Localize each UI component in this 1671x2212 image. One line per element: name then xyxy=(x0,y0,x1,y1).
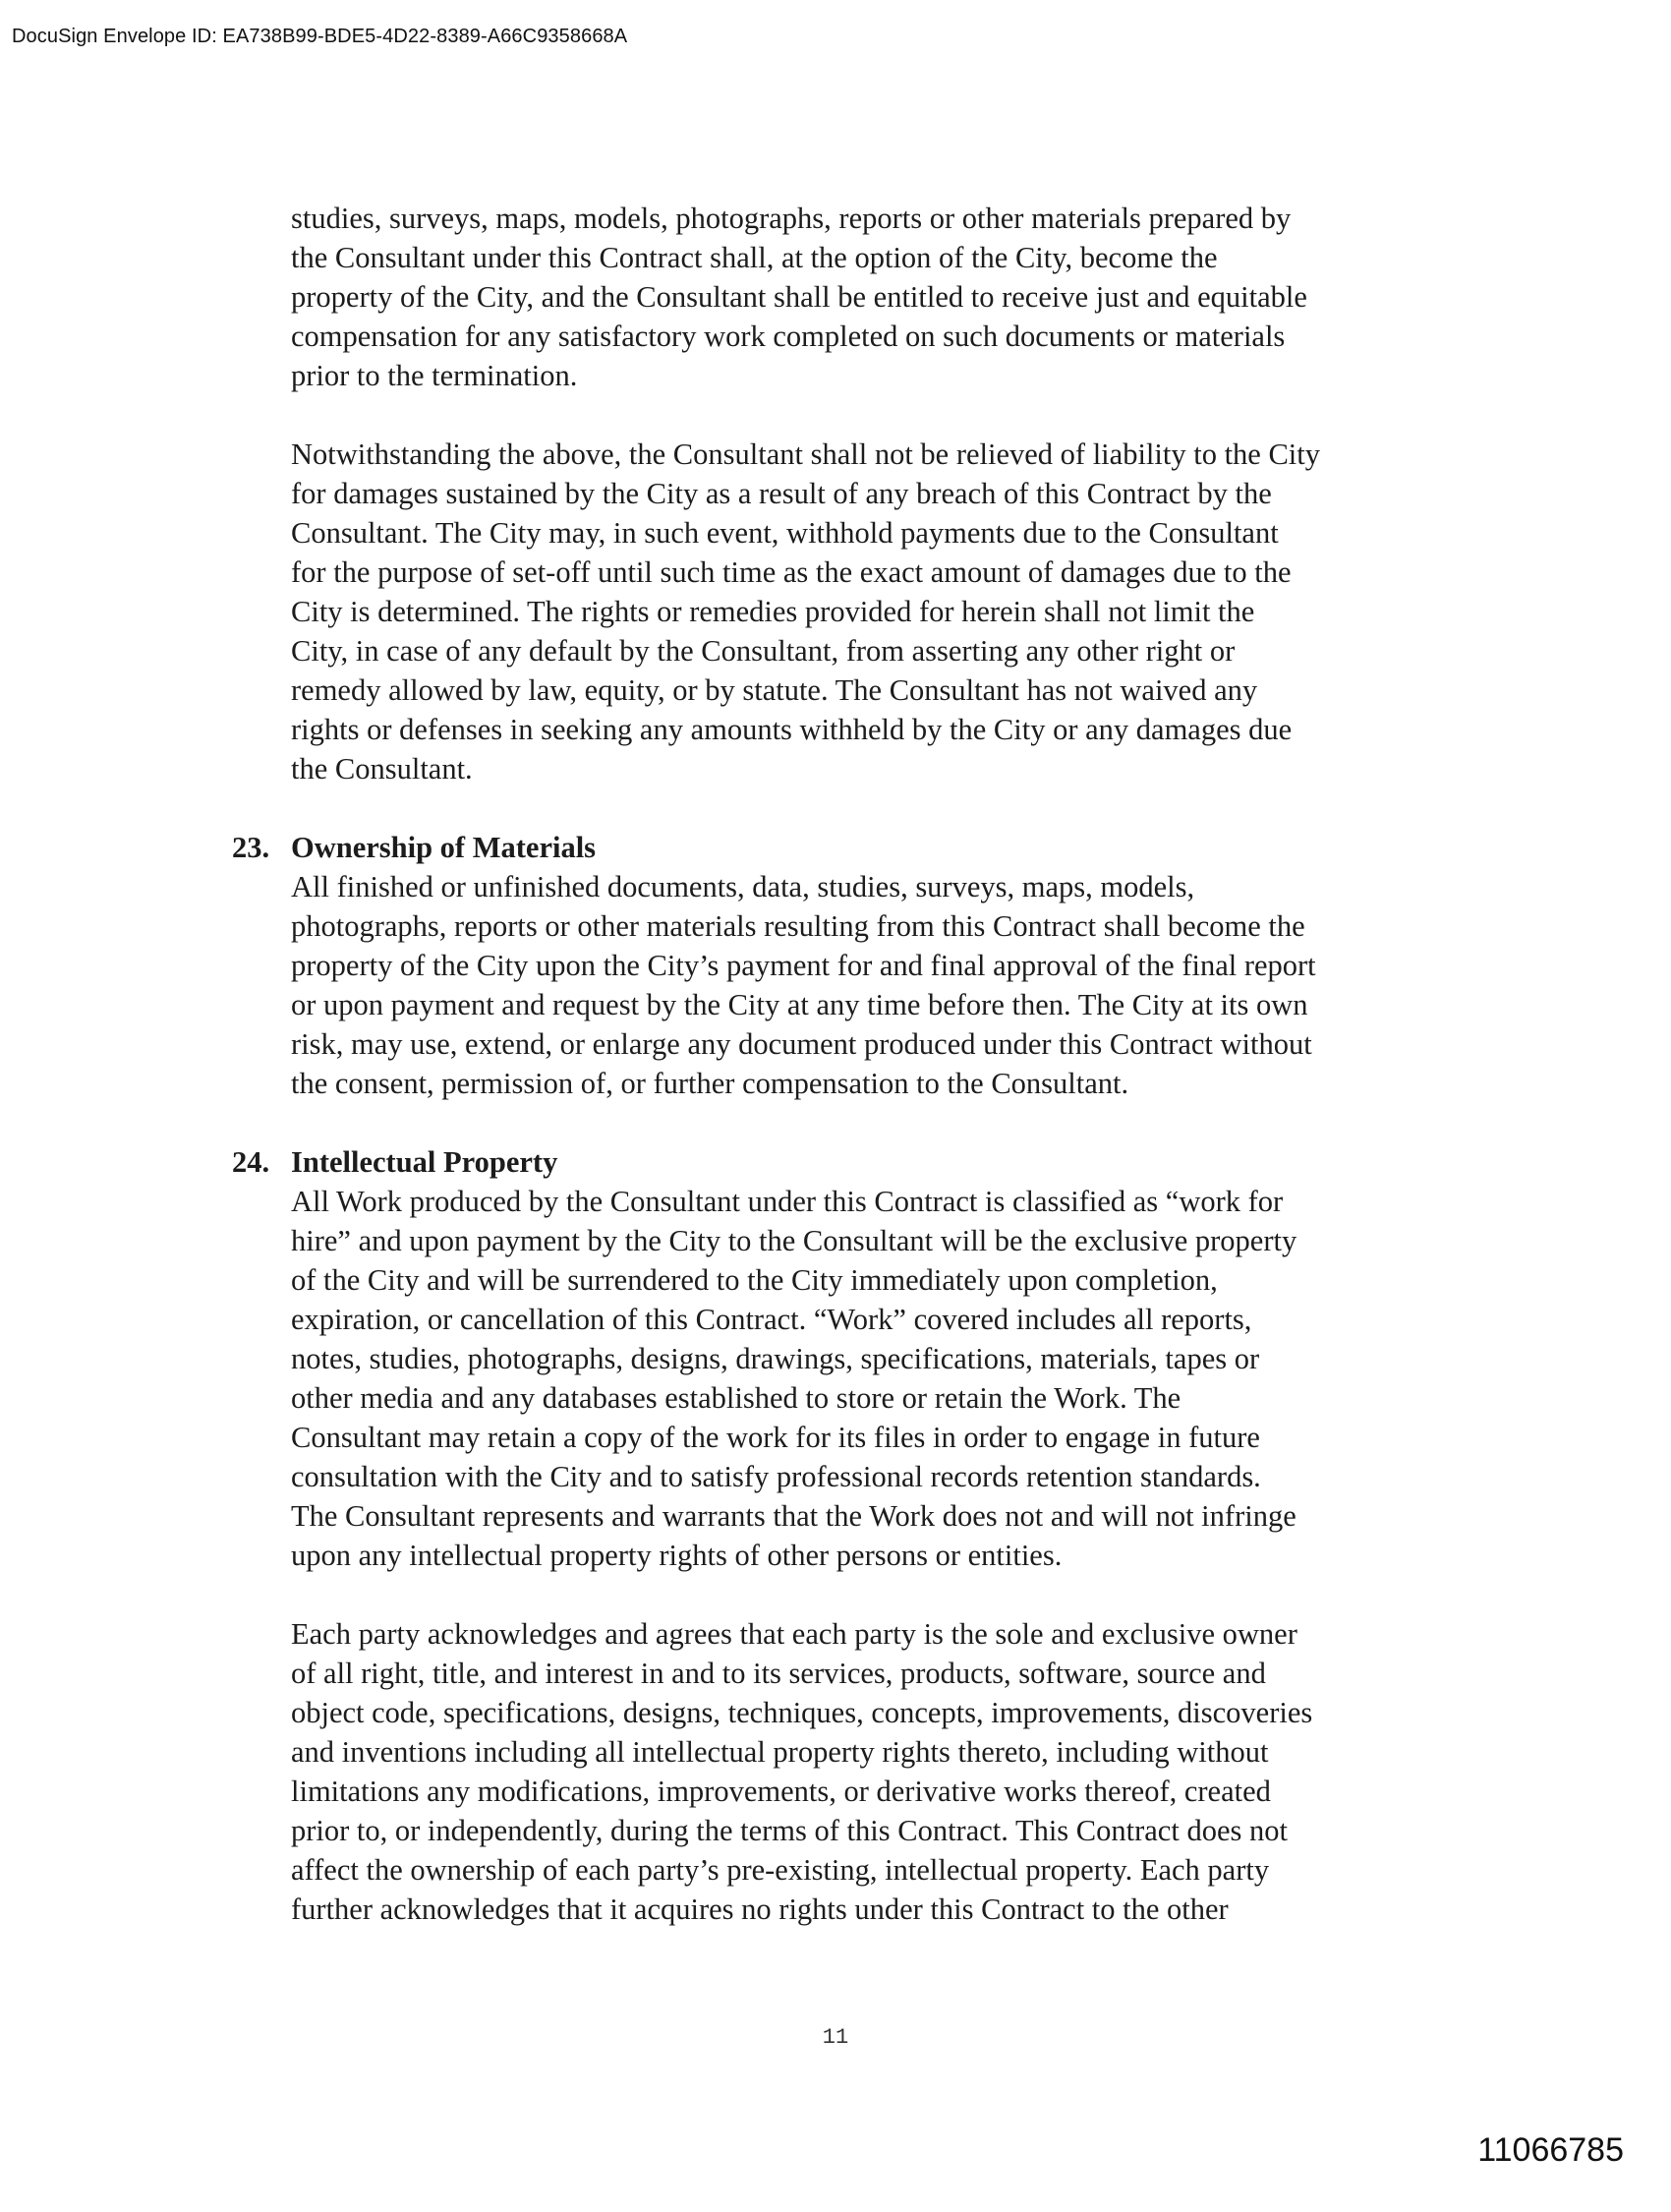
docusign-envelope-id: DocuSign Envelope ID: EA738B99-BDE5-4D22-8389-A66C9358668A xyxy=(12,26,628,47)
text-line: upon any intellectual property rights of other persons or entities. xyxy=(291,1539,1063,1572)
text-line: Each party acknowledges and agrees that each party is the sole and exclusive owner xyxy=(291,1617,1297,1651)
text-line: Notwithstanding the above, the Consultant shall not be relieved of liability to the City xyxy=(291,437,1320,471)
text-line: expiration, or cancellation of this Contract. “Work” covered includes all reports, xyxy=(291,1303,1252,1336)
text-line: Consultant may retain a copy of the work for its files in order to engage in future xyxy=(291,1421,1260,1454)
text-line: City, in case of any default by the Consultant, from asserting any other right or xyxy=(291,634,1236,668)
section-ownership-of-materials xyxy=(232,828,1463,1103)
text-line: property of the City upon the City’s payment for and final approval of the final report xyxy=(291,949,1316,982)
document-number: 11066785 xyxy=(1477,2131,1624,2169)
paragraph xyxy=(291,435,1463,788)
text-line: risk, may use, extend, or enlarge any document produced under this Contract without xyxy=(291,1027,1312,1061)
text-line: other media and any databases established to store or retain the Work. The xyxy=(291,1381,1181,1415)
text-line: for the purpose of set-off until such time as the exact amount of damages due to the xyxy=(291,555,1292,589)
text-line: compensation for any satisfactory work completed on such documents or materials xyxy=(291,320,1286,353)
text-line: of the City and will be surrendered to the City immediately upon completion, xyxy=(291,1263,1218,1297)
text-line: All finished or unfinished documents, data, studies, surveys, maps, models, xyxy=(291,870,1195,903)
text-line: limitations any modifications, improvements, or derivative works thereof, created xyxy=(291,1775,1271,1808)
text-line: or upon payment and request by the City at any time before then. The City at its own xyxy=(291,988,1308,1021)
text-line: City is determined. The rights or remedies provided for herein shall not limit the xyxy=(291,595,1255,628)
text-line: of all right, title, and interest in and to its services, products, software, source and xyxy=(291,1657,1266,1690)
paragraph xyxy=(291,199,1463,395)
text-line: The Consultant represents and warrants that the Work does not and will not infringe xyxy=(291,1499,1296,1533)
text-line: the consent, permission of, or further compensation to the Consultant. xyxy=(291,1067,1129,1100)
paragraph xyxy=(291,1614,1463,1929)
text-line: studies, surveys, maps, models, photographs, reports or other materials prepared by xyxy=(291,202,1292,235)
text-line: the Consultant. xyxy=(291,752,473,786)
text-line: Consultant. The City may, in such event, withhold payments due to the Consultant xyxy=(291,516,1279,550)
text-line: consultation with the City and to satisfy professional records retention standards. xyxy=(291,1460,1261,1493)
text-line: and inventions including all intellectual property rights thereto, including without xyxy=(291,1735,1269,1769)
text-line: property of the City, and the Consultant shall be entitled to receive just and equitable xyxy=(291,280,1307,314)
paragraph xyxy=(291,1182,1463,1575)
text-line: object code, specifications, designs, techniques, concepts, improvements, discoveries xyxy=(291,1696,1313,1729)
text-line: further acknowledges that it acquires no rights under this Contract to the other xyxy=(291,1892,1229,1926)
text-line: notes, studies, photographs, designs, drawings, specifications, materials, tapes or xyxy=(291,1342,1260,1375)
page-number: 11 xyxy=(822,2025,849,2050)
section-title: Intellectual Property xyxy=(291,1145,558,1179)
text-line: for damages sustained by the City as a result of any breach of this Contract by the xyxy=(291,477,1272,510)
section-intellectual-property xyxy=(232,1142,1463,1929)
text-line: the Consultant under this Contract shall, at the option of the City, become the xyxy=(291,241,1218,274)
text-line: prior to the termination. xyxy=(291,359,578,392)
text-line: remedy allowed by law, equity, or by statute. The Consultant has not waived any xyxy=(291,673,1258,707)
text-line: rights or defenses in seeking any amounts withheld by the City or any damages due xyxy=(291,713,1293,746)
section-title: Ownership of Materials xyxy=(291,831,597,864)
text-line: photographs, reports or other materials resulting from this Contract shall become the xyxy=(291,909,1305,943)
text-line: prior to, or independently, during the terms of this Contract. This Contract does not xyxy=(291,1814,1288,1847)
text-line: affect the ownership of each party’s pre-existing, intellectual property. Each party xyxy=(291,1853,1270,1887)
text-line: hire” and upon payment by the City to the Consultant will be the exclusive property xyxy=(291,1224,1297,1257)
paragraph xyxy=(291,867,1463,1103)
section-number: 23. xyxy=(232,831,270,864)
text-line: All Work produced by the Consultant under this Contract is classified as “work for xyxy=(291,1185,1284,1218)
document-body xyxy=(232,199,1463,1968)
section-number: 24. xyxy=(232,1145,270,1179)
